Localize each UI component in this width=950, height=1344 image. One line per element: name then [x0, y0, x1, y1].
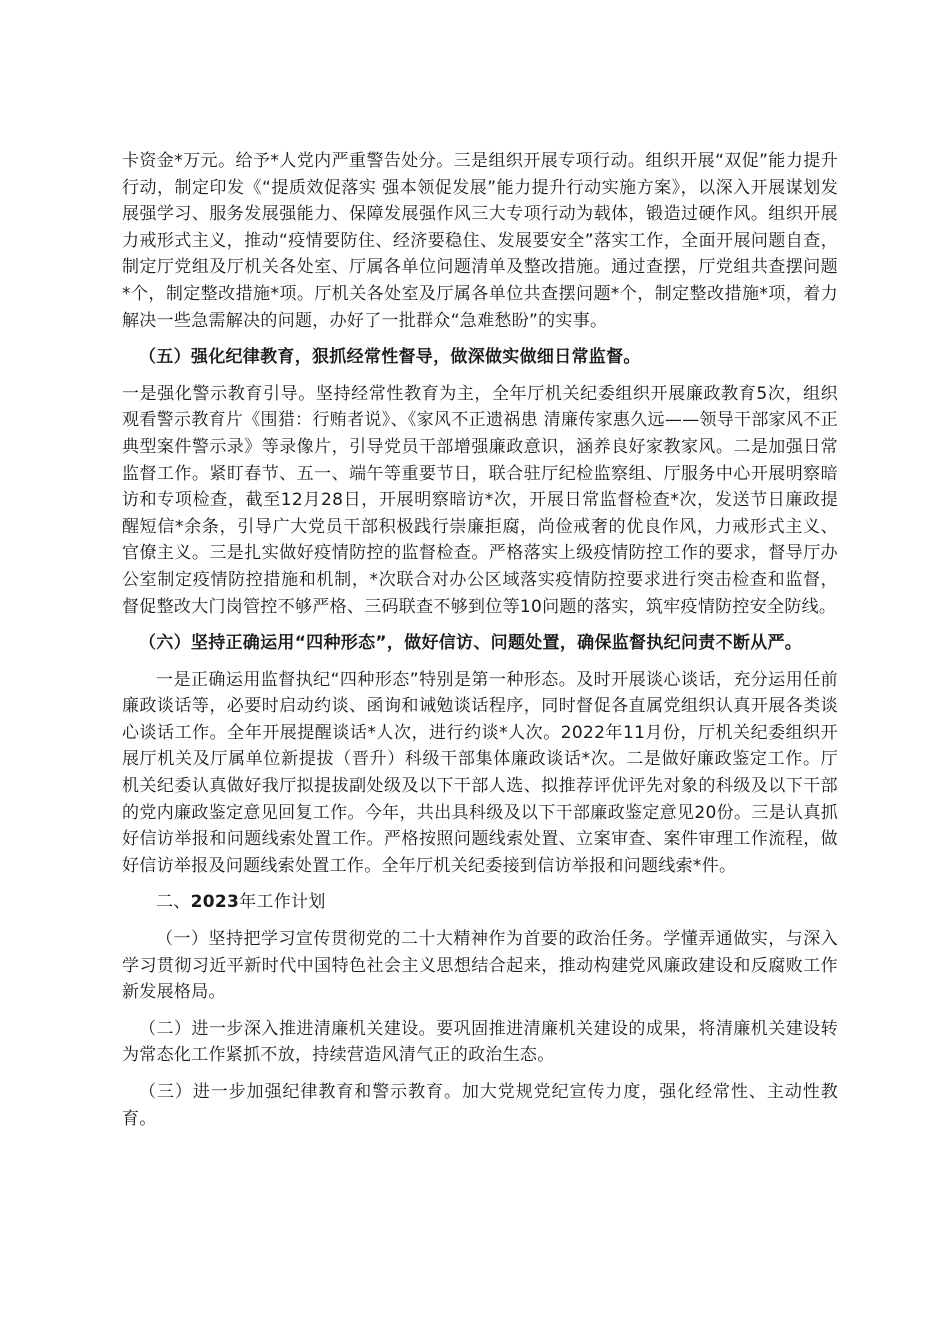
heading-part-2-number: 二、 [156, 892, 191, 913]
paragraph-section-6: 一是正确运用监督执纪“四种形态”特别是第一种形态。及时开展谈心谈话，充分运用任前廉政谈话等，必要时启动约谈、函询和诫勉谈话程序，同时督促各直属党组织认真开展各类谈心谈话工作。全年开展提醒谈话*人次，进行约谈*人次。2022年11月份，厅机关纪委组织开展厅机关及厅属单位新提拔（晋升）科级干部集体廉政谈话*次。二是做好廉政鉴定工作。厅机关纪委认真做好我厅拟提拔副处级及以下干部人选、拟推荐评优评先对象的科级及以下干部的党内廉政鉴定意见回复工作。今年，共出具科级及以下干部廉政鉴定意见20份。三是认真抓好信访举报和问题线索处置工作。严格按照问题线索处置、立案审查、案件审理工作流程，做好信访举报及问题线索处置工作。全年厅机关纪委接到信访举报和问题线索*件。 [122, 669, 838, 876]
plan-item-3: （三）进一步加强纪律教育和警示教育。加大党规党纪宣传力度，强化经常性、主动性教育。 [122, 1082, 838, 1129]
plan-item-1: （一）坚持把学习宣传贯彻党的二十大精神作为首要的政治任务。学懂弄通做实，与深入学习贯彻习近平新时代中国特色社会主义思想结合起来，推动构建党风廉政建设和反腐败工作新发展格局。 [122, 929, 838, 1003]
heading-section-5: （五）强化纪律教育，狠抓经常性督导，做深做实做细日常监督。 [139, 347, 641, 368]
paragraph-continued: 卡资金*万元。给予*人党内严重警告处分。三是组织开展专项行动。组织开展“双促”能力提升行动，制定印发《“提质效促落实 强本领促发展”能力提升行动实施方案》，以深入开展谋划发展强学习、服务发展强能力、保障发展强作风三大专项行动为载体，锻造过硬作风。组织开展力戒形式主义，推动“疫情要防住、经济要稳住、发展要安全”落实工作，全面开展问题自查，制定厅党组及厅机关各处室、厅属各单位问题清单及整改措施。通过查摆，厅党组共查摆问题*个，制定整改措施*项。厅机关各处室及厅属各单位共查摆问题*个，制定整改措施*项，着力解决一些急需解决的问题，办好了一批群众“急难愁盼”的实事。 [122, 151, 838, 331]
plan-item-2: （二）进一步深入推进清廉机关建设。要巩固推进清廉机关建设的成果，将清廉机关建设转为常态化工作紧抓不放，持续营造风清气正的政治生态。 [122, 1018, 838, 1066]
heading-part-2-year: 2023 [190, 892, 240, 913]
heading-part-2-title: 年工作计划 [239, 892, 326, 913]
heading-section-6: （六）坚持正确运用“四种形态”，做好信访、问题处置，确保监督执纪问责不断从严。 [139, 633, 803, 654]
heading-part-2 [122, 889, 838, 916]
paragraph-section-5: 一是强化警示教育引导。坚持经常性教育为主，全年厅机关纪委组织开展廉政教育5次，组织观看警示教育片《围猎：行贿者说》、《家风不正遗祸患 清廉传家惠久远——领导干部家风不正典型案件警示录》等录像片，引导党员干部增强廉政意识，涵养良好家教家风。二是加强日常监督工作。紧盯春节、五一、端午等重要节日，联合驻厅纪检监察组、厅服务中心开展明察暗访和专项检查，截至12月28日，开展明察暗访*次，开展日常监督检查*次，发送节日廉政提醒短信*余条，引导广大党员干部积极践行崇廉拒腐，尚俭戒奢的优良作风，力戒形式主义、官僚主义。三是扎实做好疫情防控的监督检查。严格落实上级疫情防控工作的要求，督导厅办公室制定疫情防控措施和机制，*次联合对办公区域落实疫情防控要求进行突击检查和监督，督促整改大门岗管控不够严格、三码联查不够到位等10问题的落实，筑牢疫情防控安全防线。 [122, 383, 838, 617]
document-page [122, 148, 838, 1132]
